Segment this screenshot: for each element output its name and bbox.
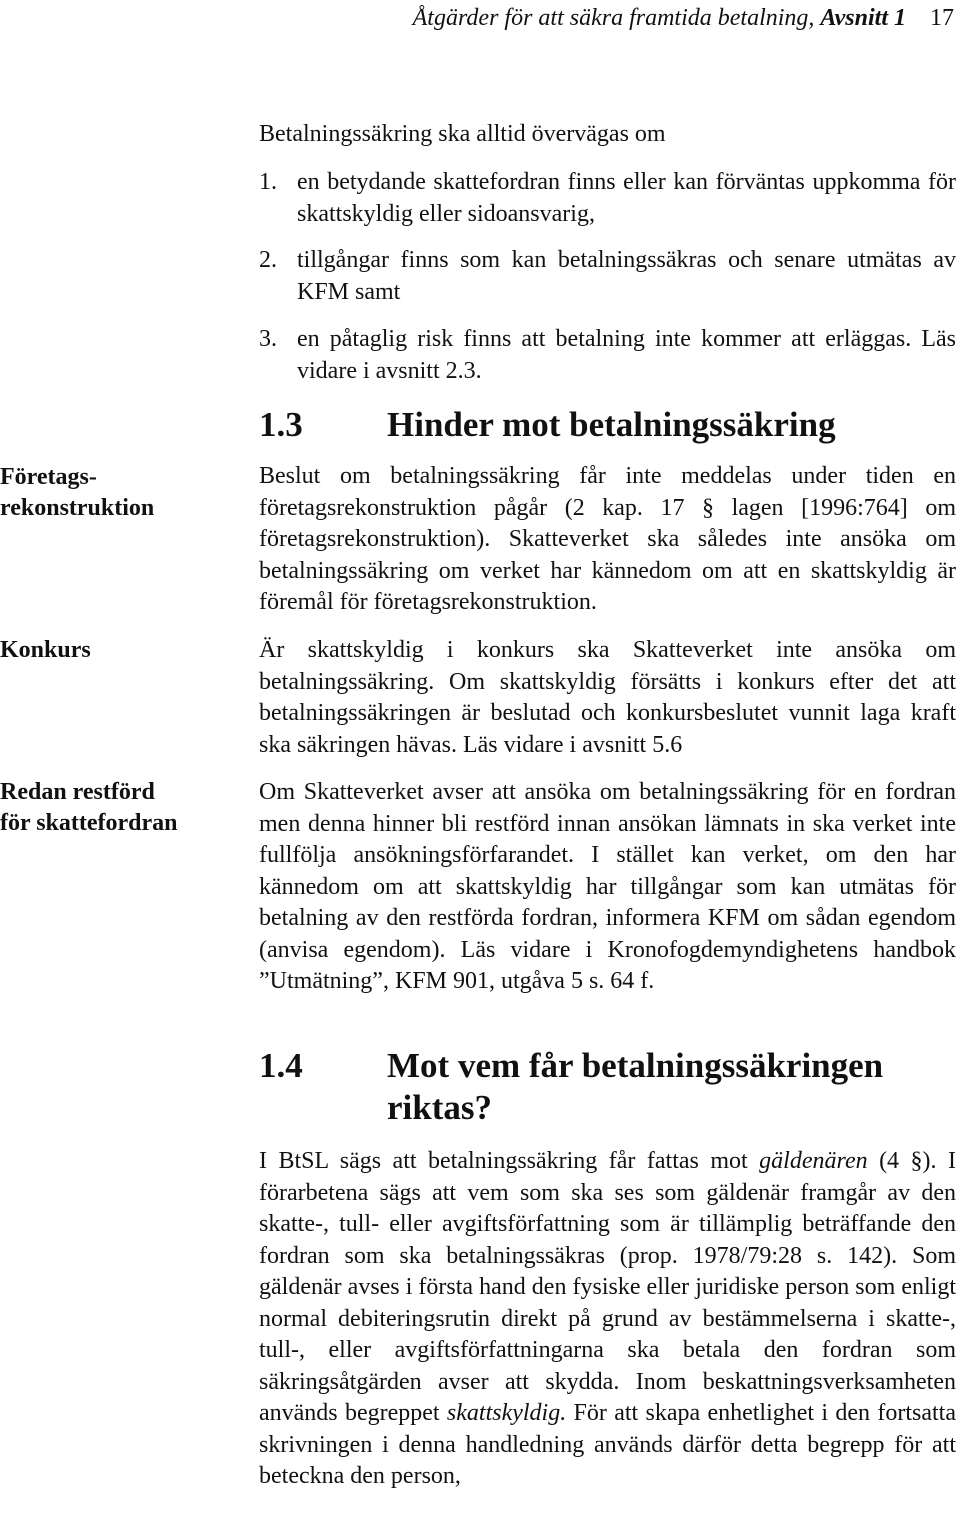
section-1-3-paragraph-2 — [259, 635, 956, 761]
intro-line: Betalningssäkring ska alltid övervägas om — [259, 121, 666, 147]
list-item — [259, 167, 956, 230]
section-number: 1.3 — [259, 405, 303, 444]
section-heading-1-3 — [259, 404, 836, 446]
section-1-3-paragraph-3 — [259, 777, 956, 998]
margin-note-foretagsrekonstruktion — [0, 462, 215, 524]
list-item-number: 2. — [259, 247, 277, 273]
paragraph-text: (4 §). I förarbetena sägs att vem som ska ses som gäldenär framgår av den skatte-, tull- eller avgiftsförfattning som är tillämplig beträffande den fordran som ska betalningssäkras (prop. 1978/79:28 s. 142). Som gäldenär avses i första hand den fysiske eller juridiske person som enligt normal debiteringsrutin direkt på grund av bestämmelserna i skatte-, tull-, eller avgiftsförfattningarna ska betala den fordran som säkringsåtgärden avser att skydda. Inom beskattningsverksamheten används begreppet — [259, 1148, 956, 1426]
term-emphasis: gäldenären — [759, 1148, 868, 1174]
term-emphasis: skattskyldig. — [446, 1400, 567, 1426]
list-item-text: en påtaglig risk finns att betalning inte kommer att erläggas. Läs vidare i avsnitt 2.3. — [297, 326, 956, 384]
list-item — [259, 324, 956, 387]
header-title: Åtgärder för att säkra framtida betalning, — [412, 5, 815, 31]
list-item — [259, 245, 956, 308]
list-item-number: 3. — [259, 326, 277, 352]
paragraph: Är skattskyldig i konkurs ska Skatteverket inte ansöka om betalningssäkring. Om skattskyldig försätts i konkurs efter det att betalningssäkringen är beslutad och konkursbeslutet vunnit laga kraft ska säkringen hävas. Läs vidare i avsnitt 5.6 — [259, 637, 956, 758]
section-title: Hinder mot betalningssäkring — [387, 405, 836, 444]
paragraph — [259, 1146, 956, 1493]
margin-note-line: rekonstruktion — [0, 495, 155, 521]
margin-note-line: Konkurs — [0, 637, 91, 663]
margin-note-line: Företags- — [0, 464, 97, 490]
list-item-text: tillgångar finns som kan betalningssäkras och senare utmätas av KFM samt — [297, 247, 956, 305]
paragraph-text: I BtSL sägs att betalningssäkring får fattas mot — [259, 1148, 760, 1174]
header-section: Avsnitt 1 — [820, 5, 906, 31]
page-number: 17 — [930, 5, 954, 31]
margin-note-konkurs — [0, 635, 215, 666]
paragraph-text: För att skapa enhetlighet i den fortsatta skrivningen i denna handledning används därför detta begrepp för att beteckna den person, — [259, 1400, 956, 1489]
section-1-4-paragraph-1 — [259, 1146, 956, 1493]
running-header — [413, 2, 954, 34]
list-item-number: 1. — [259, 169, 277, 195]
margin-note-redan-restford — [0, 777, 215, 839]
list-item-text: en betydande skattefordran finns eller kan förväntas uppkomma för skattskyldig eller sidoansvarig, — [297, 169, 956, 227]
paragraph: Beslut om betalningssäkring får inte meddelas under tiden en företagsrekonstruktion pågår (2 kap. 17 § lagen [1996:764] om företagsrekonstruktion). Skatteverket ska således inte ansöka om betalningssäkring om verket har kännedom om att en skattskyldig är föremål för företagsrekonstruktion. — [259, 463, 956, 615]
paragraph: Om Skatteverket avser att ansöka om betalningssäkring för en fordran men denna hinner bli restförd innan ansökan lämnats in ska verket inte fullfölja ansökningsförfarandet. I stället kan verket, om den har kännedom om att skattskyldig har tillgångar som kan utmätas för betalning av den restförda fordran, informera KFM om sådan egendom (anvisa egendom). Läs vidare i Kronofogdemyndighetens handbok ”Utmätning”, KFM 901, utgåva 5 s. 64 f. — [259, 779, 956, 994]
section-1-3-paragraph-1 — [259, 461, 956, 619]
section-title: Mot vem får betalningssäkringen riktas? — [387, 1046, 884, 1127]
section-heading-1-4 — [259, 1045, 956, 1127]
margin-note-line: för skattefordran — [0, 810, 178, 836]
section-number: 1.4 — [259, 1046, 303, 1085]
margin-note-line: Redan restförd — [0, 779, 155, 805]
